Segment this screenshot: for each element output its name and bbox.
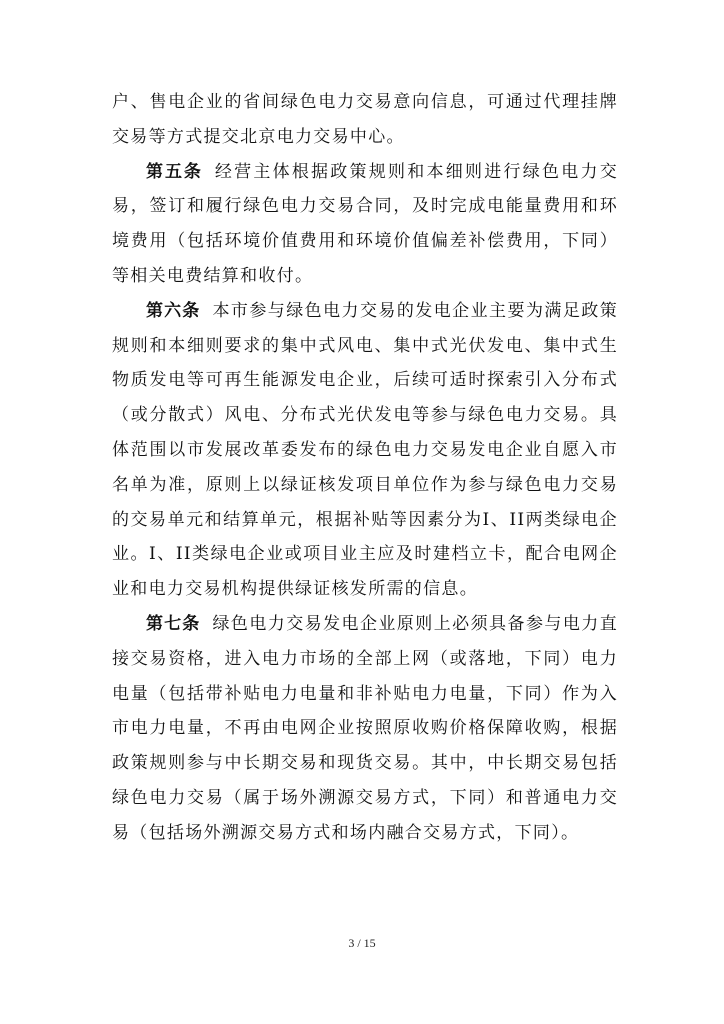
paragraph-continuation [112,85,618,155]
article-6-paragraph [112,294,618,607]
article-5-paragraph [112,155,618,294]
paragraph-text: 绿色电力交易发电企业原则上必须具备参与电力直接交易资格，进入电力市场的全部上网（或落地，下同）电力电量（包括带补贴电力电量和非补贴电力电量，下同）作为入市电力电量，不再由电网企业按照原收购价格保障收购，根据政策规则参与中长期交易和现货交易。其中，中长期交易包括绿色电力交易（属于场外溯源交易方式，下同）和普通电力交易（包括场外溯源交易方式和场内融合交易方式，下同）。 [112,613,619,843]
article-number: 第五条 [146,161,203,182]
article-number: 第六条 [146,300,201,321]
document-body [112,85,618,851]
article-number: 第七条 [146,613,201,634]
article-7-paragraph [112,607,618,851]
paragraph-text: 户、售电企业的省间绿色电力交易意向信息，可通过代理挂牌交易等方式提交北京电力交易中心。 [112,92,618,147]
page-number: 3 / 15 [348,936,376,950]
paragraph-text: 本市参与绿色电力交易的发电企业主要为满足政策规则和本细则要求的集中式风电、集中式光伏发电、集中式生物质发电等可再生能源发电企业，后续可适时探索引入分布式（或分散式）风电、分布式光伏发电等参与绿色电力交易。具体范围以市发展改革委发布的绿色电力交易发电企业自愿入市名单为准，原则上以绿证核发项目单位作为参与绿色电力交易的交易单元和结算单元，根据补贴等因素分为I、II两类绿电企业。I、II类绿电企业或项目业主应及时建档立卡，配合电网企业和电力交易机构提供绿证核发所需的信息。 [112,300,619,600]
paragraph-text: 经营主体根据政策规则和本细则进行绿色电力交易，签订和履行绿色电力交易合同，及时完成电能量费用和环境费用（包括环境价值费用和环境价值偏差补偿费用，下同）等相关电费结算和收付。 [112,161,619,286]
